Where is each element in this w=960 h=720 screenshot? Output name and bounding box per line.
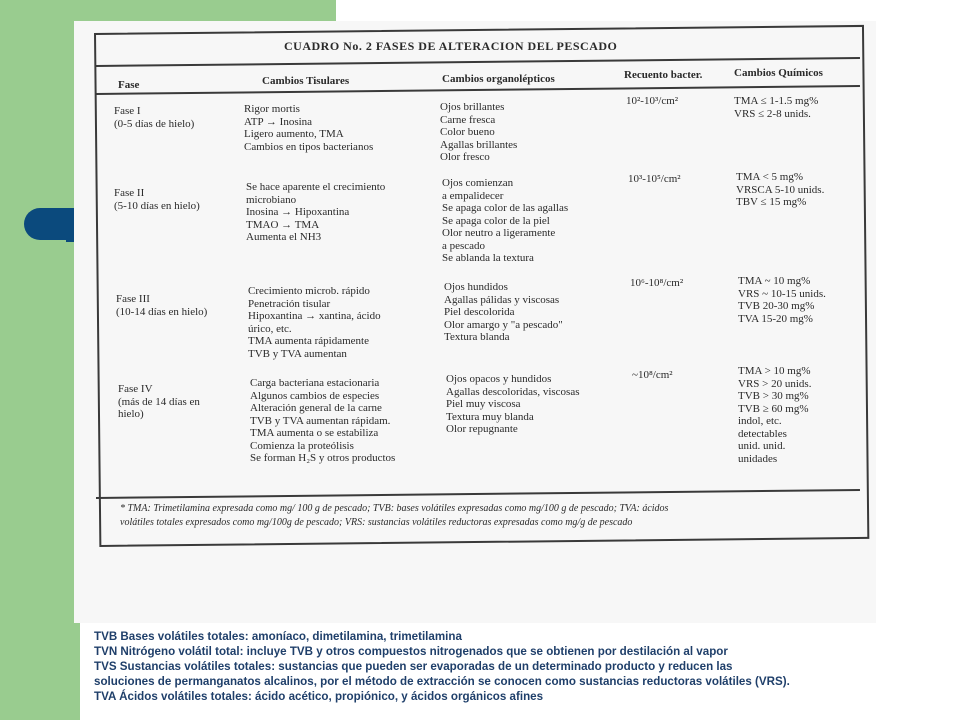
note-tva: TVA Ácidos volátiles totales: ácido acético, propiónico, y ácidos orgánicos afines <box>94 690 544 703</box>
row3-organolepticos: Ojos hundidos Agallas pálidas y viscosas Piel descolorida Olor amargo y "a pescado" Textura blanda <box>444 281 563 343</box>
row3-tisulares: Crecimiento microb. rápido Penetración tisular Hipoxantina → xantina, ácido úrico, etc. TMA aumenta rápidamente TVB y TVA aumentan <box>248 285 381 360</box>
row2-recuento: 10³-10⁵/cm² <box>628 173 681 185</box>
table-title: CUADRO No. 2 FASES DE ALTERACION DEL PESCADO <box>284 39 618 53</box>
row4-fase: Fase IV (más de 14 días en hielo) <box>118 383 200 420</box>
row4-quimicos: TMA > 10 mg% VRS > 20 unids. TVB > 30 mg% TVB ≥ 60 mg% indol, etc. detectables unid. unid. unidades <box>738 365 812 465</box>
row1-recuento: 10²-10³/cm² <box>626 95 679 107</box>
row2-tisulares: Se hace aparente el crecimiento microbiano Inosina → Hipoxantina TMAO → TMA Aumenta el NH3 <box>246 181 386 243</box>
row1-fase: Fase I (0-5 días de hielo) <box>114 105 195 130</box>
row2-organolepticos: Ojos comienzan a empalidecer Se apaga color de las agallas Se apaga color de la piel Olor neutro a ligeramente a pescado Se ablanda la textura <box>442 177 569 264</box>
row2-quimicos: TMA < 5 mg% VRSCA 5-10 unids. TBV ≤ 15 mg% <box>736 171 825 208</box>
note-tvs: TVS Sustancias volátiles totales: sustancias que pueden ser evaporadas de un determinado producto y reducen las <box>94 660 733 673</box>
header-tisulares: Cambios Tisulares <box>262 75 350 87</box>
note-tvn: TVN Nitrógeno volátil total: incluye TVB y otros compuestos nitrogenados que se obtienen por destilación al vapor <box>94 645 728 658</box>
row1-tisulares: Rigor mortis ATP → Inosina Ligero aumento, TMA Cambios en tipos bacterianos <box>244 103 374 153</box>
row2-fase: Fase II (5-10 días en hielo) <box>114 187 200 212</box>
row1-organolepticos: Ojos brillantes Carne fresca Color bueno Agallas brillantes Olor fresco <box>440 101 518 163</box>
footnote-line-2: volátiles totales expresados como mg/100g de pescado; VRS: sustancias volátiles reductoras expresadas como mg/g de pescado <box>120 517 633 528</box>
header-recuento: Recuento bacter. <box>624 69 703 81</box>
green-bottom-band <box>0 623 80 720</box>
row4-tisulares: Carga bacteriana estacionaria Algunos cambios de especies Alteración general de la carne TVB y TVA aumentan rápidam. TMA aumenta o se estabiliza Comienza la proteólisis Se forman H₂S y otros productos <box>250 377 396 464</box>
header-organolepticos: Cambios organolépticos <box>442 73 555 85</box>
row3-quimicos: TMA ~ 10 mg% VRS ~ 10-15 unids. TVB 20-30 mg% TVA 15-20 mg% <box>738 275 826 325</box>
notes-block <box>94 629 894 704</box>
header-quimicos: Cambios Químicos <box>734 67 823 79</box>
note-tvb: TVB Bases volátiles totales: amoníaco, dimetilamina, trimetilamina <box>94 630 462 643</box>
blue-bar-decoration <box>66 238 74 242</box>
row1-quimicos: TMA ≤ 1-1.5 mg% VRS ≤ 2-8 unids. <box>734 95 819 120</box>
row4-recuento: ~10⁸/cm² <box>632 369 673 381</box>
header-fase: Fase <box>118 79 140 91</box>
scanned-table-image <box>74 21 876 623</box>
green-side-band <box>0 0 74 623</box>
note-tvs-cont: soluciones de permanganatos alcalinos, por el método de extracción se conocen como sustancias reductoras volátiles (VRS). <box>94 675 790 688</box>
row3-fase: Fase III (10-14 días en hielo) <box>116 293 208 318</box>
row4-organolepticos: Ojos opacos y hundidos Agallas descoloridas, viscosas Piel muy viscosa Textura muy blanda Olor repugnante <box>446 373 580 435</box>
row3-recuento: 10⁶-10⁸/cm² <box>630 277 684 289</box>
footnote-line-1: * TMA: Trimetilamina expresada como mg/ 100 g de pescado; TVB: bases volátiles expresadas como mg/100 g de pescado; TVA: ácidos <box>120 503 669 514</box>
